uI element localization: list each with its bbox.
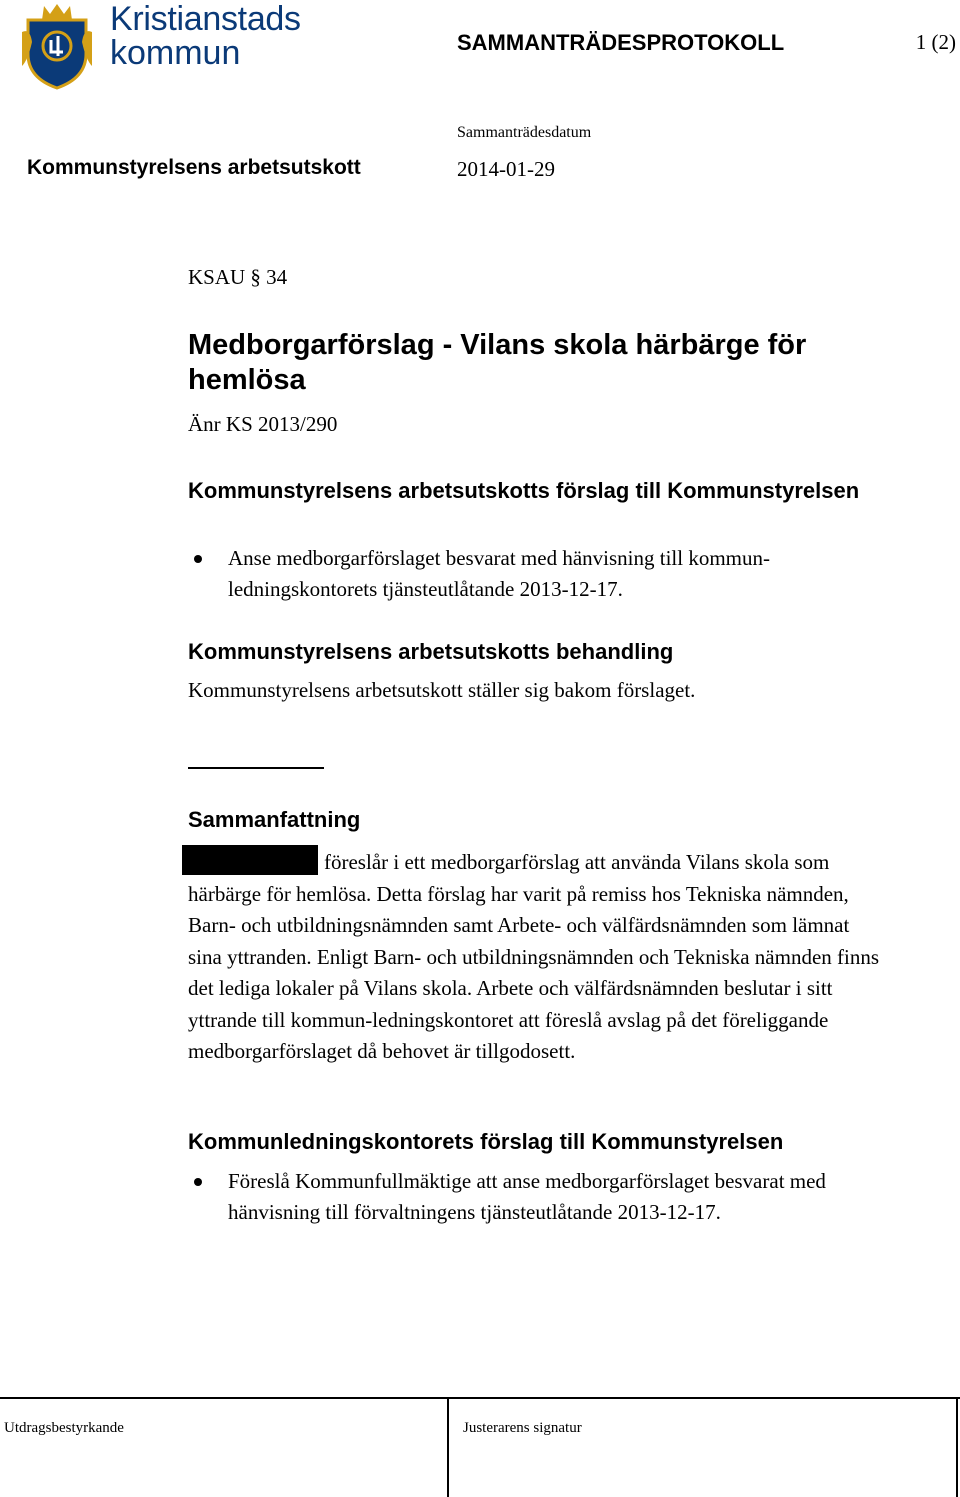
summary-text: föreslår i ett medborgarförslag att använda Vilans skola som härbärge för hemlösa. Detta förslag har varit på remiss hos Tekniska nämnden, Barn- och utbildningsnämnden samt Arbete- och välfärdsnämnden som lämnat sina yttranden. Enligt Barn- och utbildningsnämnden och Tekniska nämnden finns det lediga lokaler på Vilans skola. Arbete och välfärdsnämnden beslutar i sitt yttrande till kommun-ledningskontoret att föreslå avslag på det föreliggande medborgarförslaget då behovet är tillgodosett. <box>188 850 880 1063</box>
footer-rule <box>0 1397 960 1399</box>
footer-certification-label: Utdragsbestyrkande <box>4 1420 124 1436</box>
footer-divider <box>447 1397 449 1497</box>
klk-list <box>188 1166 888 1228</box>
klk-item-text: Föreslå Kommunfullmäktige att anse medborgarförslaget besvarat med hänvisning till förvaltningens tjänsteutlåtande 2013-12-17. <box>228 1169 826 1224</box>
proposal-item-text: Anse medborgarförslaget besvarat med hänvisning till kommun-ledningskontorets tjänsteutlåtande 2013-12-17. <box>228 546 770 601</box>
logo-line-2: kommun <box>110 34 241 72</box>
footer-divider-right <box>956 1397 958 1497</box>
summary-heading: Sammanfattning <box>188 807 361 832</box>
treatment-heading: Kommunstyrelsens arbetsutskotts behandling <box>188 639 674 664</box>
document-title: SAMMANTRÄDESPROTOKOLL <box>457 30 785 55</box>
divider <box>188 767 324 769</box>
redaction-bar <box>182 845 318 875</box>
meeting-date: 2014-01-29 <box>457 157 555 181</box>
treatment-text: Kommunstyrelsens arbetsutskott ställer sig bakom förslaget. <box>188 678 696 702</box>
case-number: Änr KS 2013/290 <box>188 412 338 436</box>
list-item <box>188 543 888 605</box>
klk-heading: Kommunledningskontorets förslag till Kommunstyrelsen <box>188 1129 784 1154</box>
proposal-heading: Kommunstyrelsens arbetsutskotts förslag till Kommunstyrelsen <box>188 478 860 503</box>
matter-title: Medborgarförslag - Vilans skola härbärge för hemlösa <box>188 329 807 396</box>
date-label: Sammanträdesdatum <box>457 124 592 141</box>
summary-paragraph <box>188 845 888 1068</box>
coat-of-arms-icon <box>18 2 96 90</box>
board-name: Kommunstyrelsens arbetsutskott <box>27 156 361 179</box>
municipality-logo <box>18 2 308 90</box>
list-item <box>188 1166 888 1228</box>
logo-line-1: Kristianstads <box>110 0 301 38</box>
page-number: 1 (2) <box>915 30 956 54</box>
footer-signature-label: Justerarens signatur <box>463 1420 582 1436</box>
bullet-icon <box>194 1178 202 1186</box>
paragraph-reference: KSAU § 34 <box>188 265 288 289</box>
logo-wordmark <box>110 2 301 70</box>
bullet-icon <box>194 555 202 563</box>
proposal-list <box>188 543 888 605</box>
